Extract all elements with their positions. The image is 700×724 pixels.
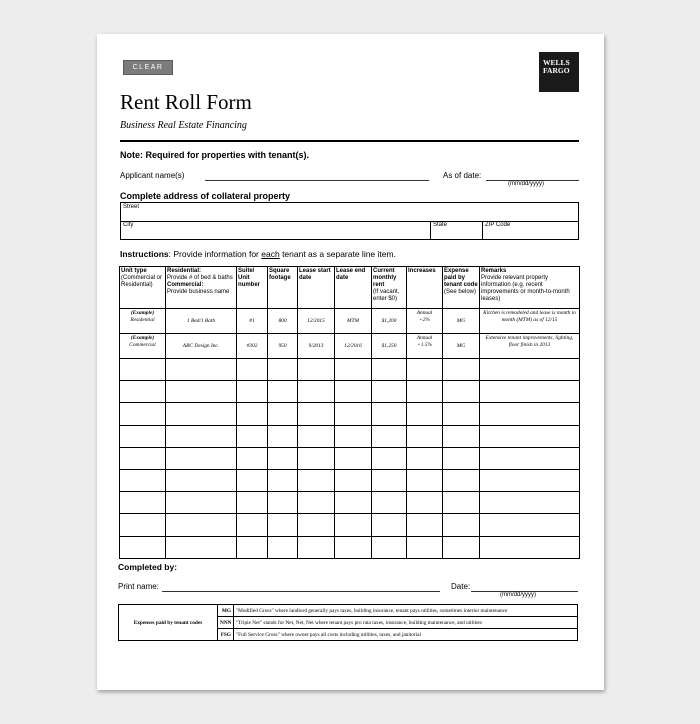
table-input-cell[interactable] bbox=[372, 403, 407, 425]
table-input-cell[interactable] bbox=[298, 536, 335, 558]
example-expense-code: MG bbox=[443, 309, 480, 334]
example-label: (Example) bbox=[130, 335, 155, 341]
table-row bbox=[120, 514, 580, 536]
table-row bbox=[120, 381, 580, 403]
example-lease-start: 9/2013 bbox=[298, 334, 335, 359]
table-input-cell[interactable] bbox=[166, 381, 237, 403]
header-expense-title: Expense paid by tenant code bbox=[444, 268, 478, 288]
table-input-cell[interactable] bbox=[480, 514, 580, 536]
zip-label: ZIP Code bbox=[485, 222, 511, 228]
wells-fargo-logo bbox=[539, 52, 579, 92]
table-header-row bbox=[120, 267, 580, 309]
code-nnn-text: "Triple Net" stands for Net, Net, Net where tenant pays pro rata taxes, insurance, building maintenance, and utilities bbox=[234, 617, 578, 629]
table-input-cell[interactable] bbox=[372, 469, 407, 491]
table-input-cell[interactable] bbox=[480, 425, 580, 447]
table-input-cell[interactable] bbox=[120, 381, 166, 403]
table-input-cell[interactable] bbox=[237, 492, 268, 514]
table-input-cell[interactable] bbox=[268, 492, 298, 514]
expense-codes-table bbox=[118, 604, 578, 641]
table-input-cell[interactable] bbox=[268, 447, 298, 469]
code-mg-text: "Modified Gross" where landlord generally pays taxes, building insurance, tenant pays utilities, sometimes interior maintenance bbox=[234, 605, 578, 617]
table-input-cell[interactable] bbox=[237, 359, 268, 381]
example-lease-start: 12/2015 bbox=[298, 309, 335, 334]
code-nnn: NNN bbox=[218, 617, 234, 629]
table-input-cell[interactable] bbox=[480, 492, 580, 514]
example-increase-rate: +1.5% bbox=[417, 342, 432, 348]
table-input-cell[interactable] bbox=[443, 403, 480, 425]
example-unit-type bbox=[120, 334, 166, 359]
table-input-cell[interactable] bbox=[335, 492, 372, 514]
header-increases-title: Increases bbox=[408, 268, 436, 274]
table-input-cell[interactable] bbox=[372, 514, 407, 536]
example-expense-code: MG bbox=[443, 334, 480, 359]
code-row bbox=[119, 605, 578, 617]
table-input-cell[interactable] bbox=[480, 403, 580, 425]
table-input-cell[interactable] bbox=[443, 514, 480, 536]
table-row bbox=[120, 492, 580, 514]
example-unit: #1 bbox=[237, 309, 268, 334]
table-input-cell[interactable] bbox=[407, 381, 443, 403]
header-expense-note: (See below) bbox=[444, 289, 477, 295]
example-remarks: Kitchen is remodeled and lease is month to month (MTM) as of 12/15 bbox=[480, 309, 580, 334]
example-remarks: Extensive tenant improvements, lighting, floor finish in 2013 bbox=[480, 334, 580, 359]
table-input-cell[interactable] bbox=[480, 536, 580, 558]
table-input-cell[interactable] bbox=[237, 536, 268, 558]
table-input-cell[interactable] bbox=[372, 425, 407, 447]
page-title: Rent Roll Form bbox=[120, 90, 252, 114]
table-input-cell[interactable] bbox=[298, 381, 335, 403]
table-input-cell[interactable] bbox=[298, 403, 335, 425]
blank-rows bbox=[120, 359, 580, 559]
table-input-cell[interactable] bbox=[335, 381, 372, 403]
table-input-cell[interactable] bbox=[120, 469, 166, 491]
table-input-cell[interactable] bbox=[166, 425, 237, 447]
example-sqft: 950 bbox=[268, 334, 298, 359]
example-row-commercial bbox=[120, 334, 580, 359]
code-fsg-text: "Full Service Gross" where owner pays all costs including utilities, taxes, and janitorial bbox=[234, 629, 578, 641]
table-input-cell[interactable] bbox=[443, 359, 480, 381]
as-of-date-label: As of date: bbox=[443, 171, 482, 180]
header-description bbox=[166, 267, 237, 309]
table-input-cell[interactable] bbox=[335, 447, 372, 469]
example-sqft: 800 bbox=[268, 309, 298, 334]
table-input-cell[interactable] bbox=[298, 492, 335, 514]
table-input-cell[interactable] bbox=[120, 492, 166, 514]
table-input-cell[interactable] bbox=[335, 359, 372, 381]
codes-row-label: Expenses paid by tenant codes bbox=[119, 605, 218, 641]
table-input-cell[interactable] bbox=[237, 514, 268, 536]
print-name-field[interactable] bbox=[162, 581, 440, 592]
table-input-cell[interactable] bbox=[480, 469, 580, 491]
table-input-cell[interactable] bbox=[268, 359, 298, 381]
table-input-cell[interactable] bbox=[120, 536, 166, 558]
table-input-cell[interactable] bbox=[443, 425, 480, 447]
table-input-cell[interactable] bbox=[335, 425, 372, 447]
table-input-cell[interactable] bbox=[268, 469, 298, 491]
table-input-cell[interactable] bbox=[166, 447, 237, 469]
date-label: Date: bbox=[451, 582, 471, 591]
table-input-cell[interactable] bbox=[443, 536, 480, 558]
zip-field[interactable] bbox=[483, 221, 578, 240]
table-row bbox=[120, 359, 580, 381]
table-input-cell[interactable] bbox=[443, 381, 480, 403]
table-input-cell[interactable] bbox=[268, 381, 298, 403]
table-input-cell[interactable] bbox=[407, 469, 443, 491]
example-rent: $1,200 bbox=[372, 309, 407, 334]
table-input-cell[interactable] bbox=[443, 447, 480, 469]
header-rent-note: (If vacant, enter $0) bbox=[373, 289, 400, 302]
table-input-cell[interactable] bbox=[166, 514, 237, 536]
table-input-cell[interactable] bbox=[237, 381, 268, 403]
print-name-label: Print name: bbox=[118, 582, 159, 591]
table-input-cell[interactable] bbox=[407, 447, 443, 469]
as-of-date-field[interactable] bbox=[486, 170, 579, 181]
table-input-cell[interactable] bbox=[298, 359, 335, 381]
completed-by-heading: Completed by: bbox=[118, 562, 178, 572]
example-rent: $1,250 bbox=[372, 334, 407, 359]
table-input-cell[interactable] bbox=[372, 381, 407, 403]
street-field[interactable] bbox=[121, 203, 578, 222]
instructions-bold: Instructions bbox=[120, 249, 169, 259]
address-box bbox=[120, 202, 579, 240]
table-input-cell[interactable] bbox=[407, 536, 443, 558]
table-input-cell[interactable] bbox=[335, 514, 372, 536]
header-remarks bbox=[480, 267, 580, 309]
table-row bbox=[120, 425, 580, 447]
table-input-cell[interactable] bbox=[237, 425, 268, 447]
table-input-cell[interactable] bbox=[372, 492, 407, 514]
table-input-cell[interactable] bbox=[298, 447, 335, 469]
table-input-cell[interactable] bbox=[335, 403, 372, 425]
date-field[interactable] bbox=[471, 581, 578, 592]
form-page bbox=[97, 34, 604, 690]
table-input-cell[interactable] bbox=[268, 403, 298, 425]
header-lease-end-title: Lease end date bbox=[336, 268, 366, 281]
table-row bbox=[120, 469, 580, 491]
table-input-cell[interactable] bbox=[298, 514, 335, 536]
table-input-cell[interactable] bbox=[443, 469, 480, 491]
header-lease-end bbox=[335, 267, 372, 309]
header-suite bbox=[237, 267, 268, 309]
example-increases bbox=[407, 334, 443, 359]
date-hint: (mm/dd/yyyy) bbox=[500, 592, 536, 598]
table-input-cell[interactable] bbox=[480, 381, 580, 403]
table-input-cell[interactable] bbox=[335, 536, 372, 558]
table-input-cell[interactable] bbox=[237, 469, 268, 491]
header-res-title: Residential: bbox=[167, 268, 202, 274]
table-input-cell[interactable] bbox=[407, 492, 443, 514]
table-row bbox=[120, 403, 580, 425]
header-remarks-title: Remarks bbox=[481, 268, 507, 274]
table-input-cell[interactable] bbox=[407, 359, 443, 381]
example-type: Residential bbox=[130, 317, 155, 323]
state-field[interactable] bbox=[431, 221, 483, 240]
example-increase-rate: +2% bbox=[419, 317, 430, 323]
table-input-cell[interactable] bbox=[166, 536, 237, 558]
example-description: ABC Design Inc. bbox=[166, 334, 237, 359]
example-unit: #302 bbox=[237, 334, 268, 359]
code-fsg: FSG bbox=[218, 629, 234, 641]
table-input-cell[interactable] bbox=[120, 514, 166, 536]
table-input-cell[interactable] bbox=[237, 403, 268, 425]
table-input-cell[interactable] bbox=[268, 536, 298, 558]
table-input-cell[interactable] bbox=[372, 359, 407, 381]
header-com-note: Provide business name bbox=[167, 289, 230, 295]
table-input-cell[interactable] bbox=[335, 469, 372, 491]
clear-button[interactable]: CLEAR bbox=[123, 60, 173, 75]
street-label: Street bbox=[123, 204, 140, 210]
page-subtitle: Business Real Estate Financing bbox=[120, 120, 247, 131]
table-input-cell[interactable] bbox=[480, 359, 580, 381]
header-unit-type-title: Unit type bbox=[121, 268, 147, 274]
table-input-cell[interactable] bbox=[166, 359, 237, 381]
header-lease-start-title: Lease start date bbox=[299, 268, 331, 281]
table-input-cell[interactable] bbox=[166, 403, 237, 425]
example-row-residential bbox=[120, 309, 580, 334]
table-input-cell[interactable] bbox=[237, 447, 268, 469]
header-unit-type bbox=[120, 267, 166, 309]
table-row bbox=[120, 447, 580, 469]
header-lease-start bbox=[298, 267, 335, 309]
table-row bbox=[120, 536, 580, 558]
instructions-each: each bbox=[261, 249, 280, 259]
header-expense bbox=[443, 267, 480, 309]
table-input-cell[interactable] bbox=[407, 514, 443, 536]
city-field[interactable] bbox=[121, 221, 431, 240]
table-input-cell[interactable] bbox=[372, 447, 407, 469]
applicant-label: Applicant name(s) bbox=[120, 171, 185, 180]
example-lease-end: MTM bbox=[335, 309, 372, 334]
table-input-cell[interactable] bbox=[298, 425, 335, 447]
header-sqft bbox=[268, 267, 298, 309]
state-label: State bbox=[433, 222, 448, 228]
example-unit-type bbox=[120, 309, 166, 334]
table-input-cell[interactable] bbox=[407, 425, 443, 447]
header-rent-title: Current monthly rent bbox=[373, 268, 397, 288]
title-divider bbox=[120, 140, 579, 142]
header-rent bbox=[372, 267, 407, 309]
instructions-text-2: tenant as a separate line item. bbox=[279, 249, 396, 259]
table-input-cell[interactable] bbox=[166, 492, 237, 514]
header-unit-type-note: (Commercial or Residential) bbox=[121, 275, 163, 288]
code-mg: MG bbox=[218, 605, 234, 617]
table-input-cell[interactable] bbox=[120, 447, 166, 469]
table-input-cell[interactable] bbox=[298, 469, 335, 491]
table-input-cell[interactable] bbox=[120, 359, 166, 381]
header-remarks-note: Provide relevant property information (e.g. recent improvements or month-to-month leases) bbox=[481, 275, 570, 302]
instructions-text-1: : Provide information for bbox=[168, 249, 262, 259]
header-suite-title: Suite/ Unit number bbox=[238, 268, 261, 288]
table-input-cell[interactable] bbox=[443, 492, 480, 514]
as-of-date-hint: (mm/dd/yyyy) bbox=[508, 181, 544, 187]
applicant-name-field[interactable] bbox=[205, 170, 429, 181]
rent-roll-table bbox=[119, 266, 580, 559]
logo-line-2: FARGO bbox=[543, 66, 570, 75]
example-increase-period: Annual bbox=[416, 310, 433, 316]
example-description: 1 Bed/1 Bath bbox=[166, 309, 237, 334]
table-input-cell[interactable] bbox=[407, 403, 443, 425]
example-increases bbox=[407, 309, 443, 334]
header-increases bbox=[407, 267, 443, 309]
header-sqft-title: Square footage bbox=[269, 268, 291, 281]
example-label: (Example) bbox=[130, 310, 155, 316]
table-input-cell[interactable] bbox=[480, 447, 580, 469]
table-input-cell[interactable] bbox=[268, 514, 298, 536]
table-input-cell[interactable] bbox=[120, 403, 166, 425]
example-lease-end: 12/2016 bbox=[335, 334, 372, 359]
table-input-cell[interactable] bbox=[120, 425, 166, 447]
required-note: Note: Required for properties with tenant(s). bbox=[120, 150, 310, 160]
header-com-title: Commercial: bbox=[167, 282, 204, 288]
address-heading: Complete address of collateral property bbox=[120, 191, 291, 201]
instructions bbox=[120, 249, 396, 259]
table-input-cell[interactable] bbox=[372, 536, 407, 558]
header-res-note: Provide # of bed & baths bbox=[167, 275, 233, 281]
example-type: Commercial bbox=[129, 342, 156, 348]
city-label: City bbox=[123, 222, 134, 228]
table-input-cell[interactable] bbox=[166, 469, 237, 491]
table-input-cell[interactable] bbox=[268, 425, 298, 447]
logo-line-1: WELLS bbox=[543, 58, 570, 67]
example-increase-period: Annual bbox=[416, 335, 433, 341]
